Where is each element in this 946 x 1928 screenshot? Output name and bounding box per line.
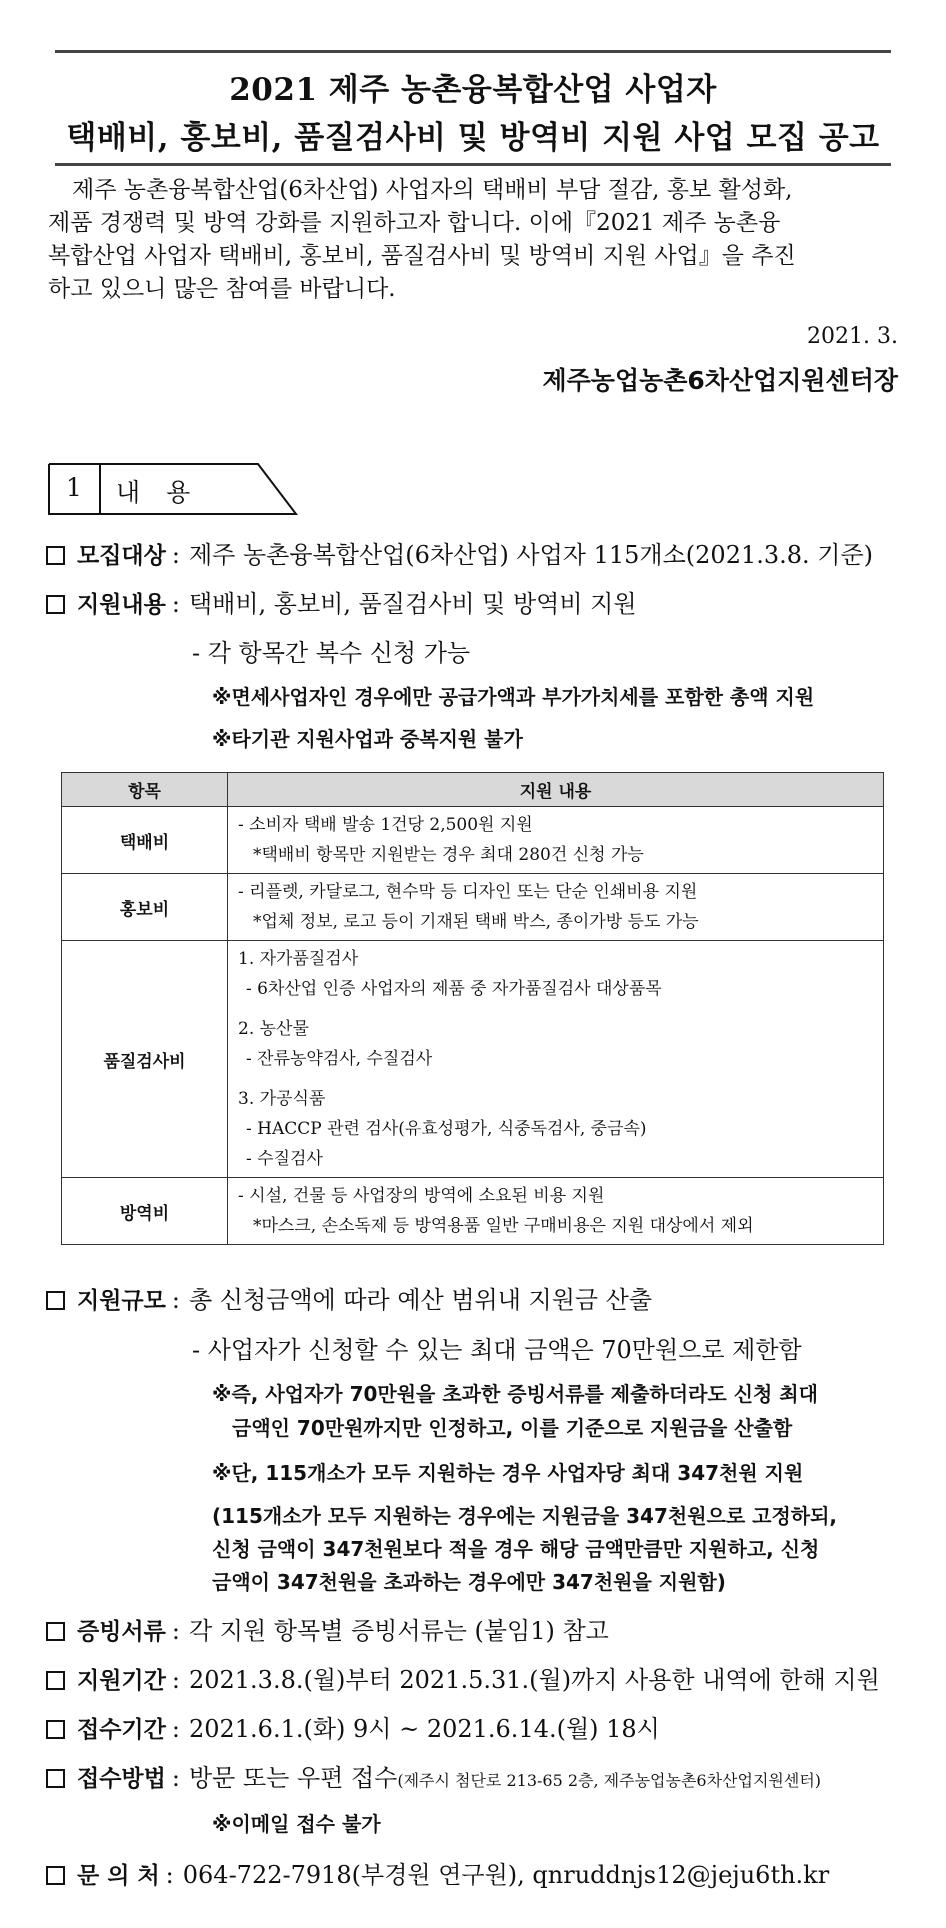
- docs-label: 증빙서류: [77, 1619, 166, 1645]
- scale-note-max: ※단, 115개소가 모두 지원하는 경우 사업자당 최대 347천원 지원: [212, 1461, 804, 1485]
- intro-line: 제품 경쟁력 및 방역 강화를 지원하고자 합니다. 이에『2021 제주 농촌융: [48, 210, 781, 236]
- scale-note-limit-b: 금액인 70만원까지만 인정하고, 이를 기준으로 지원금을 산출함: [232, 1416, 793, 1440]
- table-row: [62, 807, 884, 874]
- period-label: 지원기간: [77, 1668, 166, 1694]
- table-cell-content: [228, 874, 884, 941]
- support-note-tax: ※면세사업자인 경우에만 공급가액과 부가가치세를 포함한 총액 지원: [212, 685, 815, 709]
- table-line: - 리플렛, 카달로그, 현수막 등 디자인 또는 단순 인쇄비용 지원: [238, 882, 698, 902]
- method-note: ※이메일 접수 불가: [212, 1812, 381, 1836]
- top-rule: [55, 50, 891, 53]
- support-sub: - 각 항목간 복수 신청 가능: [192, 639, 471, 667]
- method-item: 접수방법 : 방문 또는 우편 접수(제주시 첨단로 213-65 2층, 제주농업농촌6차산업지원센터): [46, 1758, 821, 1793]
- table-cell-category: 홍보비: [62, 874, 228, 941]
- recruit-value: 제주 농촌융복합산업(6차산업) 사업자 115개소(2021.3.8. 기준): [188, 541, 874, 569]
- intro-line: 하고 있으니 많은 참여를 바랍니다.: [48, 276, 396, 302]
- contact-label: 문 의 처: [77, 1863, 160, 1889]
- section-title: 내용: [116, 478, 217, 507]
- table-line: - HACCP 관련 검사(유효성평가, 식중독검사, 중금속): [246, 1119, 647, 1139]
- support-table: [61, 772, 884, 1245]
- section-number: 1: [66, 473, 82, 502]
- table-row: [62, 941, 884, 1178]
- scale-label: 지원규모: [77, 1288, 166, 1314]
- checkbox-icon: [46, 1291, 65, 1310]
- table-header-content: 지원 내용: [228, 773, 884, 807]
- method-label: 접수방법: [77, 1766, 166, 1792]
- receipt-item: 접수기간 : 2021.6.1.(화) 9시 ~ 2021.6.14.(월) 18시: [46, 1709, 660, 1744]
- table-row: [62, 874, 884, 941]
- table-line: - 소비자 택배 발송 1건당 2,500원 지원: [238, 815, 533, 835]
- section-header: [48, 463, 296, 513]
- checkbox-icon: [46, 1866, 65, 1885]
- table-cell-category: 방역비: [62, 1178, 228, 1245]
- receipt-value: 2021.6.1.(화) 9시 ~ 2021.6.14.(월) 18시: [188, 1715, 660, 1743]
- checkbox-icon: [46, 546, 65, 565]
- method-address: (제주시 첨단로 213-65 2층, 제주농업농촌6차산업지원센터): [397, 1771, 822, 1790]
- checkbox-icon: [46, 595, 65, 614]
- table-line: 2. 농산물: [238, 1019, 309, 1039]
- table-line: 1. 자가품질검사: [238, 949, 359, 969]
- recruit-item: 모집대상 : 제주 농촌융복합산업(6차산업) 사업자 115개소(2021.3.8. 기준): [46, 535, 873, 570]
- notice-date: 2021. 3.: [807, 324, 898, 349]
- table-cell-category: 품질검사비: [62, 941, 228, 1178]
- intro-line: 복합산업 사업자 택배비, 홍보비, 품질검사비 및 방역비 지원 사업』을 추진: [48, 243, 796, 269]
- page-title-line1: 2021 제주 농촌융복합산업 사업자: [229, 72, 717, 108]
- table-header-row: [62, 773, 884, 807]
- checkbox-icon: [46, 1622, 65, 1641]
- checkbox-icon: [46, 1671, 65, 1690]
- table-row: [62, 1178, 884, 1245]
- table-line: *택배비 항목만 지원받는 경우 최대 280건 신청 가능: [253, 845, 644, 865]
- contact-value: 064-722-7918(부경원 연구원), qnruddnjs12@jeju6th.kr: [182, 1861, 830, 1889]
- intro-line: 제주 농촌융복합산업(6차산업) 사업자의 택배비 부담 절감, 홍보 활성화,: [72, 177, 793, 203]
- table-line: *업체 정보, 로고 등이 기재된 택배 박스, 종이가방 등도 가능: [253, 912, 699, 932]
- table-line: *마스크, 손소독제 등 방역용품 일반 구매비용은 지원 대상에서 제외: [253, 1216, 754, 1236]
- scale-note-detail-c: 금액이 347천원을 초과하는 경우에만 347천원을 지원함): [212, 1570, 726, 1594]
- scale-item: 지원규모 : 총 신청금액에 따라 예산 범위내 지원금 산출: [46, 1280, 652, 1315]
- table-line: - 시설, 건물 등 사업장의 방역에 소요된 비용 지원: [238, 1186, 605, 1206]
- checkbox-icon: [46, 1769, 65, 1788]
- table-line: - 잔류농약검사, 수질검사: [246, 1049, 433, 1069]
- method-value: 방문 또는 우편 접수: [188, 1764, 398, 1792]
- scale-note-detail-b: 신청 금액이 347천원보다 적을 경우 해당 금액만큼만 지원하고, 신청: [212, 1537, 820, 1561]
- title-rule: [55, 163, 891, 166]
- scale-note-limit-a: ※즉, 사업자가 70만원을 초과한 증빙서류를 제출하더라도 신청 최대: [212, 1382, 818, 1406]
- recruit-label: 모집대상: [77, 543, 166, 569]
- notice-issuer: 제주농업농촌6차산업지원센터장: [542, 366, 898, 395]
- receipt-label: 접수기간: [77, 1717, 166, 1743]
- period-value: 2021.3.8.(월)부터 2021.5.31.(월)까지 사용한 내역에 한해 지원: [188, 1666, 880, 1694]
- table-cell-content: [228, 1178, 884, 1245]
- support-note-duplicate: ※타기관 지원사업과 중복지원 불가: [212, 727, 523, 751]
- table-line: - 6차산업 인증 사업자의 제품 중 자가품질검사 대상품목: [246, 979, 662, 999]
- scale-sub: - 사업자가 신청할 수 있는 최대 금액은 70만원으로 제한함: [192, 1336, 802, 1364]
- table-line: 3. 가공식품: [238, 1089, 326, 1109]
- page-title-line2: 택배비, 홍보비, 품질검사비 및 방역비 지원 사업 모집 공고: [66, 120, 880, 156]
- table-header-category: 항목: [62, 773, 228, 807]
- period-item: 지원기간 : 2021.3.8.(월)부터 2021.5.31.(월)까지 사용한 내역에 한해 지원: [46, 1660, 880, 1695]
- support-item: 지원내용 : 택배비, 홍보비, 품질검사비 및 방역비 지원: [46, 584, 637, 619]
- table-cell-content: [228, 941, 884, 1178]
- table-cell-content: [228, 807, 884, 874]
- table-line: - 수질검사: [246, 1149, 323, 1169]
- support-label: 지원내용: [77, 592, 166, 618]
- checkbox-icon: [46, 1720, 65, 1739]
- docs-item: 증빙서류 : 각 지원 항목별 증빙서류는 (붙임1) 참고: [46, 1611, 609, 1646]
- scale-note-detail-a: (115개소가 모두 지원하는 경우에는 지원금을 347천원으로 고정하되,: [212, 1504, 838, 1528]
- scale-value: 총 신청금액에 따라 예산 범위내 지원금 산출: [188, 1286, 653, 1314]
- docs-value: 각 지원 항목별 증빙서류는 (붙임1) 참고: [188, 1617, 609, 1645]
- contact-item: 문 의 처 : 064-722-7918(부경원 연구원), qnruddnjs12@jeju6th.kr: [46, 1855, 829, 1890]
- table-cell-category: 택배비: [62, 807, 228, 874]
- support-value: 택배비, 홍보비, 품질검사비 및 방역비 지원: [188, 590, 637, 618]
- intro-paragraph: [48, 174, 898, 306]
